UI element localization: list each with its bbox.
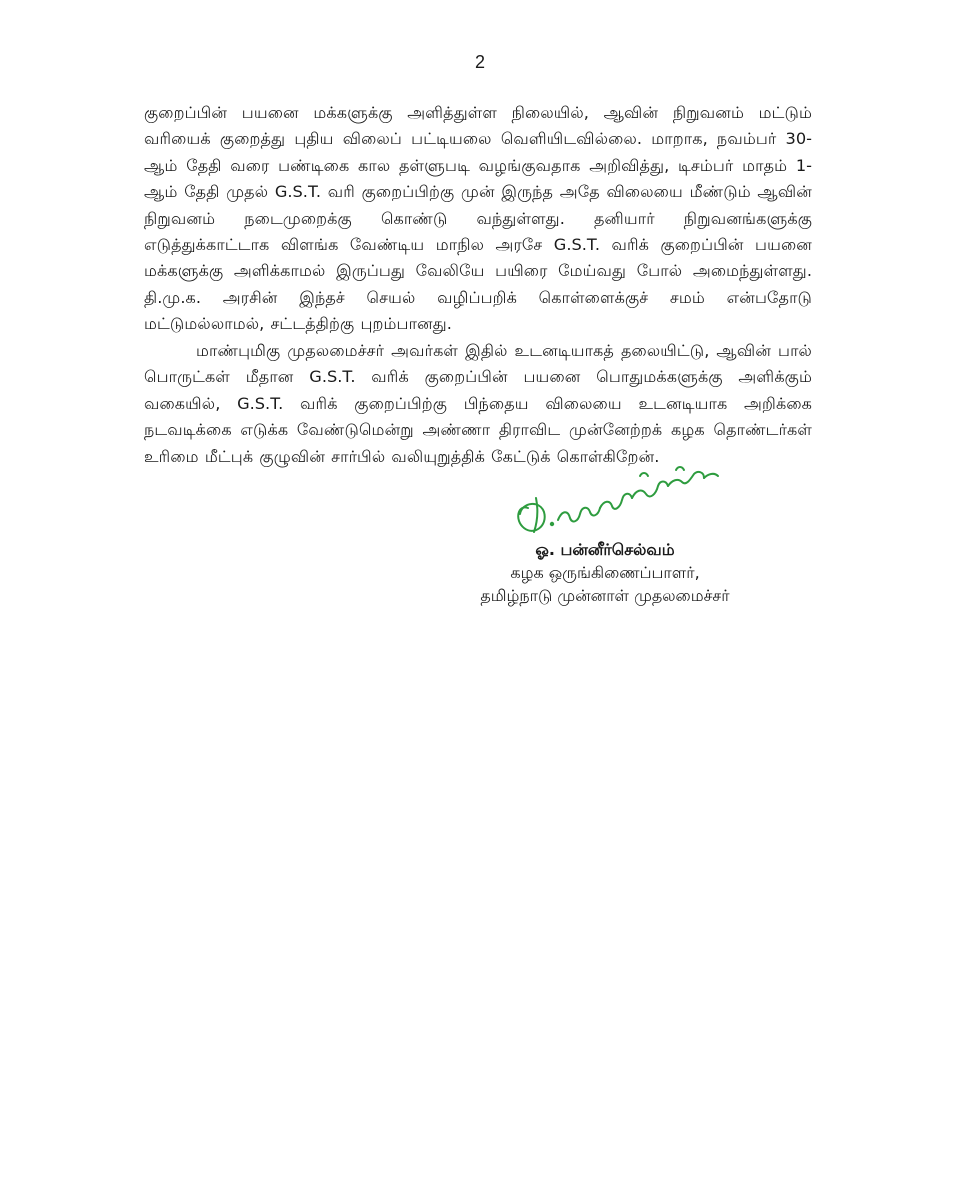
page-number: 2 bbox=[474, 52, 485, 72]
signer-title: தமிழ்நாடு முன்னாள் முதலமைச்சர் bbox=[480, 586, 730, 605]
body-paragraph-1: குறைப்பின் பயனை மக்களுக்கு அளித்துள்ள நிலையில், ஆவின் நிறுவனம் மட்டும் வரியைக் குறைத்து புதிய விலைப் பட்டியலை வெளியிடவில்லை. மாறாக, நவம்பர் 30-ஆம் தேதி வரை பண்டிகை கால தள்ளுபடி வழங்குவதாக அறிவித்து, டிசம்பர் மாதம் 1-ஆம் தேதி முதல் G.S.T. வரி குறைப்பிற்கு முன் இருந்த அதே விலையை மீண்டும் ஆவின் நிறுவனம் நடைமுறைக்கு கொண்டு வந்துள்ளது. தனியார் நிறுவனங்களுக்கு எடுத்துக்காட்டாக விளங்க வேண்டிய மாநில அரசே G.S.T. வரிக் குறைப்பின் பயனை மக்களுக்கு அளிக்காமல் இருப்பது வேலியே பயிரை மேய்வது போல் அமைந்துள்ளது. தி.மு.க. அரசின் இந்தச் செயல் வழிப்பறிக் கொள்ளைக்குச் சமம் என்பதோடு மட்டுமல்லாமல், சட்டத்திற்கு புறம்பானது. bbox=[144, 103, 812, 334]
handwritten-signature bbox=[500, 462, 730, 540]
signer-name: ஓ. பன்னீர்செல்வம் bbox=[535, 540, 675, 559]
signer-role: கழக ஒருங்கிணைப்பாளர், bbox=[510, 563, 700, 582]
body-paragraph-2: மாண்புமிகு முதலமைச்சர் அவர்கள் இதில் உடனடியாகத் தலையிட்டு, ஆவின் பால் பொருட்கள் மீதான G.S.T. வரிக் குறைப்பின் பயனை பொதுமக்களுக்கு அளிக்கும் வகையில், G.S.T. வரிக் குறைப்பிற்கு பிந்தைய விலையை உடனடியாக அறிக்கை நடவடிக்கை எடுக்க வேண்டுமென்று அண்ணா திராவிட முன்னேற்றக் கழக தொண்டர்கள் உரிமை மீட்புக் குழுவின் சார்பில் வலியுறுத்திக் கேட்டுக் கொள்கிறேன். bbox=[144, 341, 812, 466]
